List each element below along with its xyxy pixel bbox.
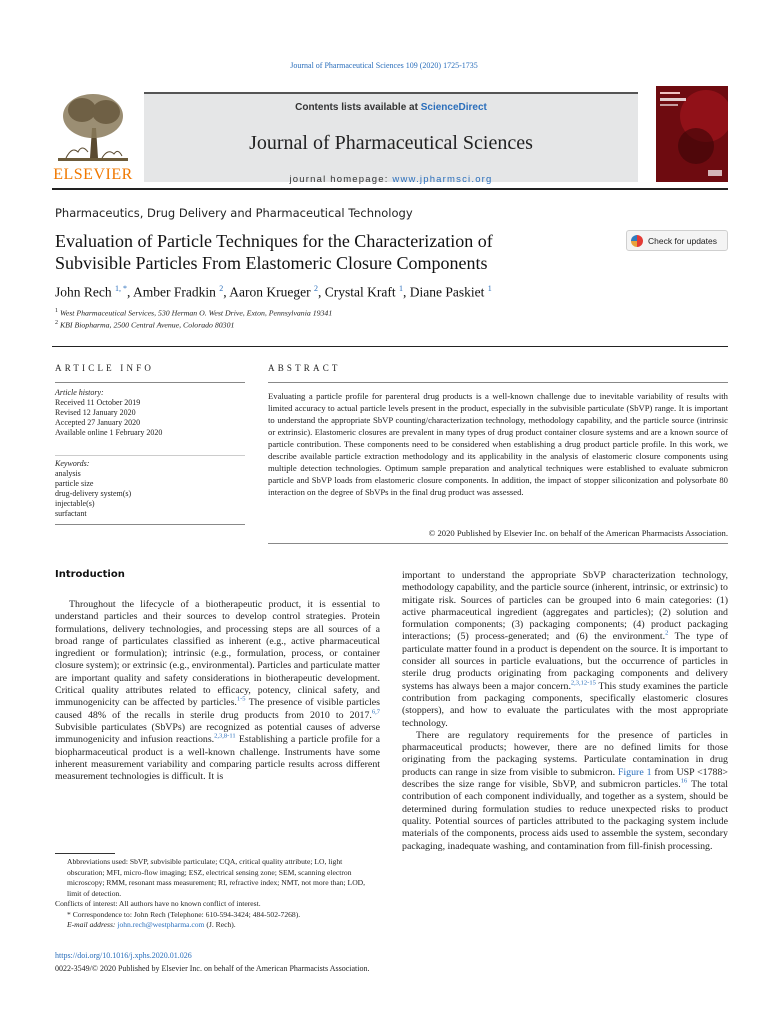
figure-link[interactable]: Figure 1 — [617, 766, 652, 778]
author-name[interactable]: Crystal Kraft — [324, 284, 396, 300]
journal-header — [52, 86, 728, 188]
body-column-right — [402, 570, 728, 853]
affiliation-number: 2 — [55, 320, 58, 326]
crossmark-icon — [631, 235, 643, 247]
divider — [55, 382, 245, 383]
divider — [268, 543, 728, 544]
author-affiliation-mark[interactable]: 1, * — [115, 284, 127, 293]
divider — [55, 455, 245, 456]
history-accepted: Accepted 27 January 2020 — [55, 418, 141, 427]
text-run: There are regulatory requirements for the presence of particles in pharmaceutical products; however, there are no defined limits for those originating from the packaging systems. Particulate contamination in drug products can range in size from visible to submicron. — [402, 729, 728, 778]
author-name[interactable]: Diane Paskiet — [409, 284, 485, 300]
reference-link[interactable]: 6,7 — [371, 708, 380, 716]
author-affiliation-mark[interactable]: 2 — [313, 284, 318, 293]
title-line-2: Subvisible Particles From Elastomeric Closure Components — [55, 253, 488, 273]
homepage-prefix: journal homepage: — [289, 174, 393, 185]
reference-link[interactable]: 2 — [665, 630, 669, 638]
homepage-link[interactable]: www.jpharmsci.org — [392, 174, 493, 185]
abstract-copyright: © 2020 Published by Elsevier Inc. on behalf of the American Pharmacists Association. — [428, 528, 728, 538]
history-received: Received 11 October 2019 — [55, 398, 141, 407]
abstract-heading: ABSTRACT — [268, 363, 341, 373]
affiliation-number: 1 — [55, 308, 58, 314]
paragraph — [55, 599, 380, 783]
article-history — [55, 388, 162, 438]
keyword: surfactant — [55, 509, 87, 518]
divider — [52, 346, 728, 347]
keyword: injectable(s) — [55, 499, 95, 508]
conflicts-footnote: Conflicts of interest: All authors have no known conflict of interest. — [55, 899, 261, 908]
paragraph — [402, 570, 728, 730]
introduction-heading: Introduction — [55, 569, 125, 580]
issn-line: 0022-3549/© 2020 Published by Elsevier Inc. on behalf of the American Pharmacists Association. — [55, 964, 370, 973]
text-run: The total contribution of each component individually, and together as a system, should be determined during formulation studies to reduce unexpected risks to product quality. Potential sources of particles attributed to the packaging system include materials of the components, process aids used to assemble the system, secondary packaging, inadequate washing, and contamination from fill-finish processing. — [402, 779, 728, 852]
contents-prefix: Contents lists available at — [295, 102, 421, 113]
author-list: John Rech $^{1, *}$, Amber Fradkin $^2$, Aaron Krueger $^2$, Crystal Kraft $^1$, Diane Paskiet $^1$ — [55, 284, 492, 300]
text-run: The type of particulate matter found in a product is dependent on the source. It is important to consider all sources in particle evaluations, but the occurrence of particles in sterile drug products originating from packaging components and delivery systems has always been a major concern. — [402, 631, 728, 692]
body-column-left — [55, 599, 380, 783]
text-run: from USP <1788> describes the size range for visible, SbVP, and submicron particles. — [402, 766, 728, 791]
keyword: analysis — [55, 469, 81, 478]
text-run: The presence of visible particles caused 48% of the recalls in sterile drug products from 2010 to 2017. — [55, 697, 381, 721]
check-updates-label: Check for updates — [648, 235, 717, 246]
section-label: Pharmaceutics, Drug Delivery and Pharmaceutical Technology — [55, 206, 413, 220]
homepage-line — [144, 174, 638, 185]
reference-link[interactable]: 16 — [680, 777, 688, 785]
header-title-box — [144, 92, 638, 185]
keywords — [55, 459, 131, 519]
author-name[interactable]: John Rech — [55, 284, 112, 300]
email-suffix: (J. Rech). — [204, 920, 236, 929]
keyword: particle size — [55, 479, 94, 488]
history-label: Article history: — [55, 388, 104, 397]
article-info-heading: ARTICLE INFO — [55, 363, 155, 373]
publisher-wordmark: ELSEVIER — [53, 166, 133, 183]
article-title — [55, 230, 595, 274]
correspondence-footnote: * Correspondence to: John Rech (Telephone: 610-594-3424; 484-502-7268). — [67, 909, 301, 919]
affiliation-text: West Pharmaceutical Services, 530 Herman O. West Drive, Exton, Pennsylvania 19341 — [59, 308, 333, 318]
keywords-label: Keywords: — [55, 459, 90, 468]
text-run: Establishing a particle profile for a biopharmaceutical product is a well-known challenge. Instruments have some inherent measurement variability and comparing particle results across different measurement technologies is difficult. It is — [55, 734, 380, 783]
reference-link[interactable]: 1-5 — [236, 696, 246, 704]
keyword: drug-delivery system(s) — [55, 489, 132, 498]
divider — [268, 382, 728, 383]
footnote-rule — [55, 853, 115, 854]
abstract-text: Evaluating a particle profile for parenteral drug products is a well-known challenge due to inevitable variability of results with limited accuracy to actual particle levels present in the product, especially in the subvisible particulate (SbVP) range. It is important to understand the appropriate SbVP counting/characterization technology, methodology capability, and the particle source (intrinsic or extrinsic). Elastomeric closures are prevalent in many types of drug product container closure systems and are a known source of particle contribution. These components need to be considered when establishing a drug product particle profile. In this work, we describe available particle extraction methodology and its applicability in the analysis of elastomeric closure components using multiple detection technologies. Optimum sample preparation and analytical techniques were established to evaluate submicron particle and SbVP loads from elastomeric closure components. In addition, the impact of stopper siliconization and polysorbate 80 interaction on the degree of SbVPs in the final drug product was assessed. — [268, 391, 728, 497]
footnotes — [55, 857, 380, 931]
divider — [55, 524, 245, 525]
affiliation-2 — [55, 320, 234, 330]
journal-cover-image[interactable] — [656, 86, 728, 182]
header-rule — [52, 188, 728, 190]
author-affiliation-mark[interactable]: 1 — [487, 284, 492, 293]
reference-link[interactable]: 2,3,8-11 — [214, 732, 236, 740]
abbreviations-footnote: Abbreviations used: SbVP, subvisible particulate; CQA, critical quality attribute; LO, light obscuration; MFI, micro-flow imaging; ESZ, electrical sensing zone; SEM, scanning electron microscopy; RMM, resonant mass measurement; RI, refractive index; NMT, not more than; LOD, limit of detection. — [67, 857, 366, 898]
text-run: This study examines the particle contribution from packaging components, specifically elastomeric closures (stoppers), and how to evaluate the particulates with the most appropriate technology. — [402, 680, 728, 729]
reference-link[interactable]: 2,3,12-15 — [570, 679, 596, 687]
author-affiliation-mark[interactable]: 2 — [219, 284, 224, 293]
email-link[interactable]: john.rech@westpharma.com — [117, 920, 205, 929]
journal-citation[interactable]: Journal of Pharmaceutical Sciences 109 (2020) 1725-1735 — [290, 61, 478, 70]
title-line-1: Evaluation of Particle Techniques for the Characterization of — [55, 231, 493, 251]
text-run: Throughout the lifecycle of a biotherapeutic product, it is essential to understand particles and their sources to develop control strategies. Protein formulations, delivery technologies, and processing steps are all sources of a broad range of particulates classified as inherent (e.g., active pharmaceutical ingredient or formulation); intrinsic (e.g., formulation, process, or container closure system); or extrinsic (e.g., environmental). Particles and particulate matter are important quality and safety considerations in biotherapeutic development. Critical quality attributes related to efficacy, potency, clinical safety, and immunogenicity can be affected by particles. — [55, 599, 380, 709]
email-footnote — [55, 920, 380, 931]
paragraph — [402, 730, 728, 853]
affiliation-text: KBI Biopharma, 2500 Central Avenue, Colorado 80301 — [59, 320, 235, 330]
affiliation-1 — [55, 308, 332, 318]
author-name[interactable]: Aaron Krueger — [229, 284, 311, 300]
doi-link[interactable]: https://doi.org/10.1016/j.xphs.2020.01.026 — [55, 951, 192, 960]
history-revised: Revised 12 January 2020 — [55, 408, 136, 417]
author-affiliation-mark[interactable]: 1 — [398, 284, 403, 293]
journal-title: Journal of Pharmaceutical Sciences — [249, 132, 533, 154]
history-online: Available online 1 February 2020 — [55, 428, 163, 437]
check-for-updates-button[interactable] — [626, 230, 728, 251]
contents-line — [144, 102, 638, 113]
text-run: important to understand the appropriate SbVP characterization technology, methodology capability, and the particle source (inherent, intrinsic, or extrinsic) to mitigate risk. Sources of particles can be grouped into 6 main categories: (1) active pharmaceutical ingredient (aggregates and particles); (2) solution and formulation components; (3) packaging components; (4) product packaging interactions; (5) process-generated; and (6) the environment. — [402, 570, 728, 643]
sciencedirect-link[interactable]: ScienceDirect — [420, 102, 487, 113]
author-name[interactable]: Amber Fradkin — [133, 284, 216, 300]
email-label: E-mail address: — [67, 920, 118, 929]
text-run: Subvisible particulates (SbVPs) are recognized as potential causes of adverse immunogenicity and infusion reactions. — [55, 721, 380, 746]
